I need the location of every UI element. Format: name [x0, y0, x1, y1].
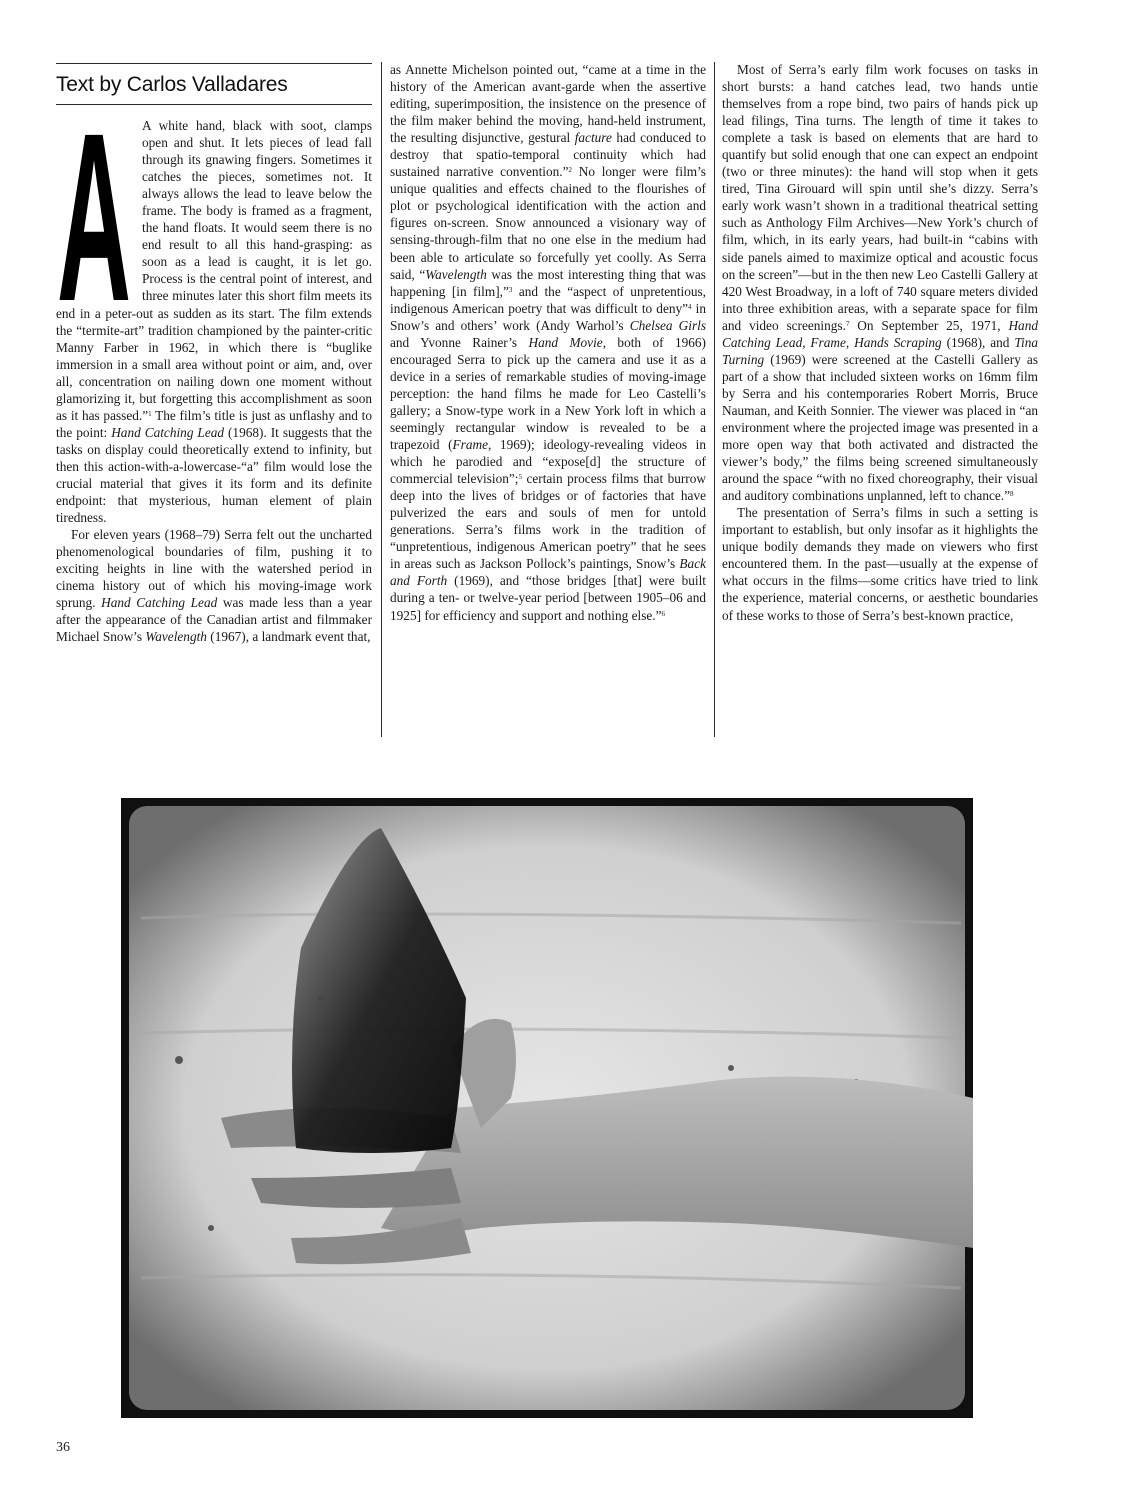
byline-bottom-rule [56, 104, 372, 105]
footnote-2: 2 [568, 166, 572, 175]
col3-paragraph-2: The presentation of Serra’s films in such a setting is important to establish, but only insofar as it highlights the unique bodily demands they made on viewers who first encountered them. In the past—usually at the expense of what occurs in the films—some critics have tried to link the experience, material concerns, or aesthetic boundaries of these works to those of Serra’s best-known practice, [722, 505, 1038, 623]
column-rule-2 [714, 62, 715, 737]
footnote-6: 6 [661, 609, 666, 618]
footnote-4: 4 [688, 302, 692, 311]
column-1 [56, 117, 372, 645]
footnote-5: 5 [518, 473, 523, 482]
footnote-7: 7 [845, 319, 850, 328]
film-still-image [121, 798, 973, 1418]
footnote-3: 3 [508, 285, 513, 294]
column-2 [390, 61, 706, 624]
article-byline: Text by Carlos Valladares [56, 73, 288, 96]
page-number: 36 [56, 1440, 70, 1455]
drop-cap-letter: A [57, 116, 132, 302]
footnote-1: 1 [148, 409, 152, 418]
col1-paragraph-1: A white hand, black with soot, clamps open and shut. It lets pieces of lead fall through its gnawing fingers. Sometimes it catches the pieces, sometimes not. It always allows the lead to leave below the frame. The body is framed as a fragment, the hand floats. It would seem there is no end result to all this hand-grasping: as soon as a lead is caught, it is let go. Process is the central point of interest, and three minutes later this short film meets its end in a peter-out as sudden as its start. The film extends the “termite-art” tradition championed by the painter-critic Manny Farber in 1962, in which there is “buglike immersion in a small area without point or aim, and, over all, concentration on nailing down one moment without glamorizing it, but forgetting this accomplishment as soon as it has passed.”$^1$ The film’s title is just as unflashy and to the point: Hand Catching Lead (1968). It suggests that the tasks on display could theoretically extend to infinity, but then this action-with-a-lowercase-“a” film would lose the crucial material that gives it its form and its definite endpoint: that mysterious, human element of plain tiredness. [56, 118, 372, 526]
col2-paragraph: as Annette Michelson pointed out, “came at a time in the history of the American avant-garde when the assertive editing, superimposition, the insistence on the presence of the film maker behind the moving, hand-held instrument, the resulting disjunctive, gestural facture had conduced to destroy that spatio-temporal continuity which had sustained narrative convention.”$^2$ No longer were film’s unique qualities and effects chained to the flourishes of plot or psychological identification with the action and figures on-screen. Snow announced a visionary way of sensing-through-film that no one else in the medium had been able to articulate so forcefully yet coolly. As Serra said, “Wavelength was the most interesting thing that was happening [in film],”$^3$ and the “aspect of unpretentious, indigenous American poetry that was difficult to deny”$^4$ in Snow’s and others’ work (Andy Warhol’s Chelsea Girls and Yvonne Rainer’s Hand Movie, both of 1966) encouraged Serra to pick up the camera and use it as a device in a series of remarkable studies of moving-image perception: the hand films he made for Leo Castelli’s gallery; a Snow-type work in a New York loft in which a seemingly rectangular window is revealed to be a trapezoid (Frame, 1969); ideology-revealing videos in which he parodied and “expose[d] the structure of commercial television”;$^5$ certain process films that burrow deep into the lives of bridges or of factories that have pulverized the ears and souls of men for untold generations. Serra’s films work in the tradition of “unpretentious, indigenous American poetry” that he sees in areas such as Jackson Pollock’s paintings, Snow’s Back and Forth (1969), and “those bridges [that] were built during a ten- or twelve-year period [between 1905–06 and 1925] for efficiency and support and nothing else.”$^6$ [390, 62, 707, 623]
column-rule-1 [381, 62, 382, 737]
footnote-8: 8 [1010, 490, 1014, 499]
col3-paragraph-1: Most of Serra’s early film work focuses on tasks in short bursts: a hand catches lead, two hands untie themselves from a rope bind, two pairs of hands pick up lead filings, Tina turns. The length of time it takes to complete a task is based on elements that are hard to quantify but solid enough that one can expect an endpoint (two or three minutes): the hand will stop when it gets tired, Tina Girouard will spin until she’s dizzy. Serra’s early work wasn’t shown in a traditional theatrical setting such as Anthology Film Archives—New York’s church of film, which, in its early years, had built-in “cabins with side panels aimed to maximize optical and acoustic focus on the screen”—but in the then new Leo Castelli Gallery at 420 West Broadway, in a loft of 740 square meters divided into three exhibition areas, with a separate space for film and video screenings.$^7$ On September 25, 1971, Hand Catching Lead, Frame, Hands Scraping (1968), and Tina Turning (1969) were screened at the Castelli Gallery as part of a show that included sixteen works on 16mm film by Serra and his contemporaries Robert Morris, Bruce Nauman, and Keith Sonnier. The viewer was placed in “an environment where the projected image was presented in a more open way that both activated and distracted the viewer’s body,” the films being screened simultaneously around the space “with no fixed choreography, their visual and auditory combinations unplanned, left to chance.”$^8$ [722, 62, 1038, 504]
column-3 [722, 61, 1038, 624]
drop-cap [56, 117, 132, 301]
col1-paragraph-2: For eleven years (1968–79) Serra felt out the uncharted phenomenological boundaries of film, pushing it to exciting heights in line with the watershed period in cinema history out of which his moving-image work sprung. Hand Catching Lead was made less than a year after the appearance of the Canadian artist and filmmaker Michael Snow’s Wavelength (1967), a landmark event that, [56, 527, 372, 645]
byline-top-rule [56, 63, 372, 64]
